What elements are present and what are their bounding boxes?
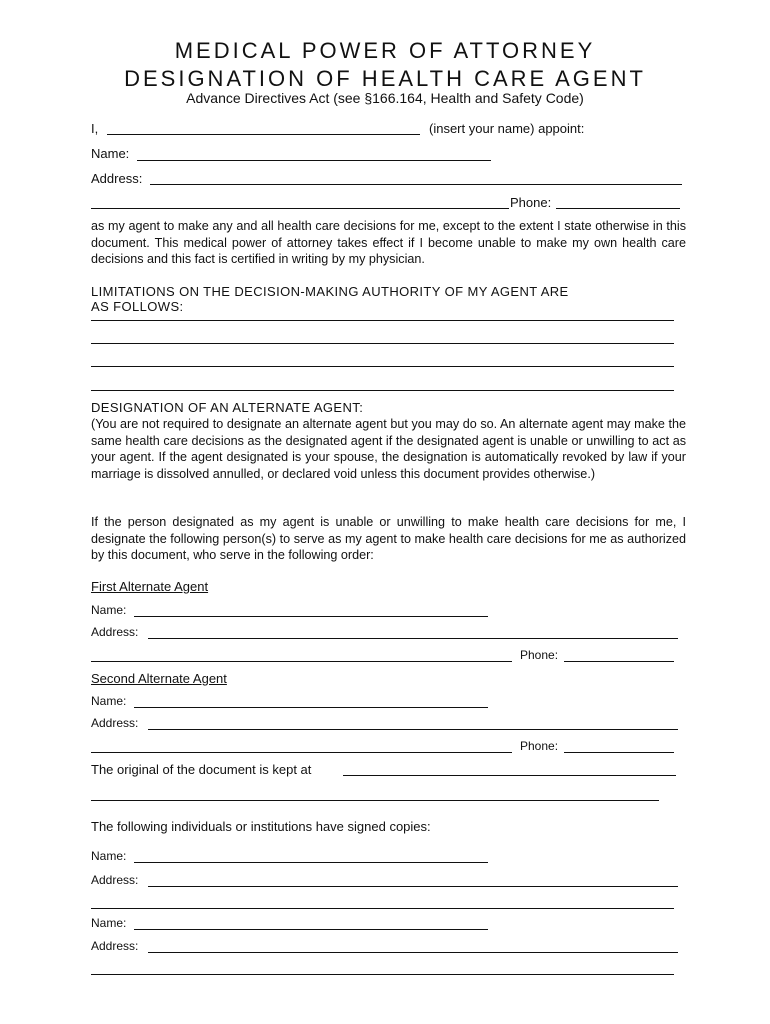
agent-authority-paragraph: as my agent to make any and all health care decisions for me, except to the extent I state otherwise in this document. This medical power of attorney takes effect if I become unable to make my own health care decisions and this fact is certified in writing by my physician. [91, 219, 686, 266]
first-alternate-address-field-2[interactable] [91, 661, 512, 662]
agent-address-field-2[interactable] [91, 208, 509, 209]
copy-1-name-label: Name: [91, 849, 127, 863]
second-alternate-phone-field[interactable] [564, 752, 674, 753]
subtitle: Advance Directives Act (see §166.164, Health and Safety Code) [186, 90, 584, 106]
second-alternate-name-field[interactable] [134, 707, 488, 708]
copy-2-address-field-2[interactable] [91, 974, 674, 975]
copy-1-address-field[interactable] [148, 886, 678, 887]
second-alternate-heading: Second Alternate Agent [91, 671, 227, 686]
i-label: I, [91, 121, 99, 136]
copy-1-address-field-2[interactable] [91, 908, 674, 909]
copy-2-name-label: Name: [91, 916, 127, 930]
copy-2-name-field[interactable] [134, 929, 488, 930]
first-alternate-address-label: Address: [91, 625, 139, 639]
agent-address-label: Address: [91, 171, 143, 186]
title-line-1: MEDICAL POWER OF ATTORNEY [174, 38, 596, 63]
second-alternate-address-field-2[interactable] [91, 752, 512, 753]
copies-heading: The following individuals or institutions have signed copies: [91, 819, 431, 834]
agent-address-field[interactable] [150, 184, 682, 185]
original-kept-field-2[interactable] [91, 800, 659, 801]
agent-phone-label: Phone: [510, 195, 552, 210]
original-kept-label: The original of the document is kept at [91, 762, 312, 777]
copy-2-address-label: Address: [91, 939, 139, 953]
agent-name-field[interactable] [137, 160, 491, 161]
second-alternate-address-field[interactable] [148, 729, 678, 730]
limitations-line-3[interactable] [91, 366, 674, 367]
limitations-heading-line-1: LIMITATIONS ON THE DECISION-MAKING AUTHORITY OF MY AGENT ARE [91, 284, 569, 299]
agent-name-label: Name: [91, 146, 130, 161]
your-name-field[interactable] [107, 134, 420, 135]
second-alternate-address-label: Address: [91, 716, 139, 730]
alternate-note: (You are not required to designate an alternate agent but you may do so. An alternate agent may make the same health care decisions as the designated agent if the designated agent is unable or unwilling to act as your agent. If the agent designated is your spouse, the designation is automatically revoked by law if your marriage is dissolved annulled, or declared void unless this document provides otherwise.) [91, 417, 686, 481]
limitations-heading-line-2: AS FOLLOWS: [91, 299, 184, 314]
limitations-line-2[interactable] [91, 343, 674, 344]
alternate-instruction: If the person designated as my agent is unable or unwilling to make health care decisions for me, I designate the following person(s) to serve as my agent to make health care decisions for me as authorized by this document, who serve in the following order: [91, 515, 686, 562]
title-line-2: DESIGNATION OF HEALTH CARE AGENT [124, 66, 646, 91]
original-kept-field[interactable] [343, 775, 676, 776]
first-alternate-phone-field[interactable] [564, 661, 674, 662]
limitations-line-1[interactable] [91, 320, 674, 321]
agent-phone-field[interactable] [556, 208, 680, 209]
second-alternate-phone-label: Phone: [520, 739, 559, 753]
copy-1-name-field[interactable] [134, 862, 488, 863]
first-alternate-address-field[interactable] [148, 638, 678, 639]
alternate-heading: DESIGNATION OF AN ALTERNATE AGENT: [91, 400, 364, 415]
first-alternate-name-field[interactable] [134, 616, 488, 617]
second-alternate-name-label: Name: [91, 694, 127, 708]
first-alternate-phone-label: Phone: [520, 648, 559, 662]
limitations-line-4[interactable] [91, 390, 674, 391]
copy-1-address-label: Address: [91, 873, 139, 887]
insert-name-label: (insert your name) appoint: [429, 121, 585, 136]
copy-2-address-field[interactable] [148, 952, 678, 953]
first-alternate-name-label: Name: [91, 603, 127, 617]
first-alternate-heading: First Alternate Agent [91, 579, 209, 594]
